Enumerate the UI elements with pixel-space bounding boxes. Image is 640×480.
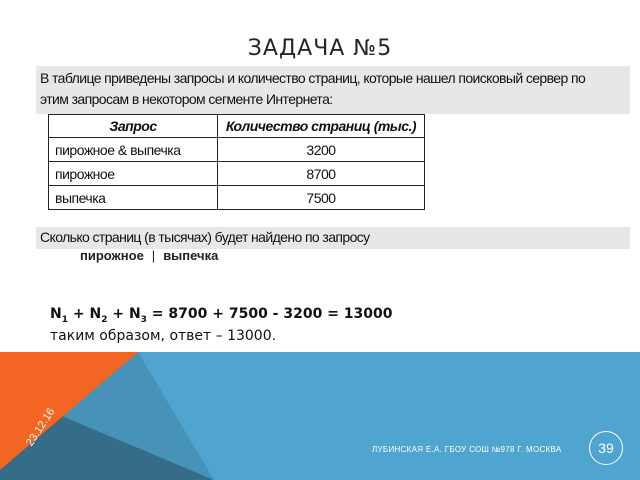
query-term-left: пирожное [80,248,144,263]
formula-var: N [50,306,62,322]
query-term-right: выпечка [163,248,219,263]
formula-sub: 3 [140,314,147,325]
page-number: 39 [589,431,623,465]
table-cell-query: выпечка [49,186,218,210]
formula-var: N [128,306,141,322]
formula-plus: + [72,306,85,322]
slide-title: ЗАДАЧА №5 [247,36,393,61]
table-row [49,138,425,162]
formula-result: = 8700 + 7500 - 3200 = 13000 [146,306,393,322]
intro-text [36,66,630,114]
table-cell-pages: 8700 [218,162,425,186]
table-row [49,162,425,186]
answer-text: таким образом, ответ – 13000. [50,328,277,344]
table-header-row [49,115,425,138]
footer-author: ЛУБИНСКАЯ Е.А. ГБОУ СОШ №978 Г. МОСКВА [372,445,562,454]
solution-formula [50,306,393,325]
intro-line-2: этим запросам в некотором сегменте Интернета: [40,91,333,107]
query-table [48,114,425,210]
table-cell-pages: 3200 [218,138,425,162]
formula-sub: 1 [61,314,68,325]
table-cell-query: пирожное [49,162,218,186]
footer-decoration [0,352,640,480]
intro-line-1: В таблице приведены запросы и количество страниц, которые нашел поисковый сервер по [40,70,586,86]
table-cell-query: пирожное & выпечка [49,138,218,162]
query-expression [80,248,218,263]
table-header-query: Запрос [49,115,218,138]
formula-var: N [89,306,102,322]
formula-sub: 2 [101,314,108,325]
question-text: Сколько страниц (в тысячах) будет найдено по запросу [36,227,630,249]
query-operator: | [151,248,156,263]
table-row [49,186,425,210]
formula-plus: + [112,306,125,322]
table-header-pages: Количество страниц (тыс.) [218,115,425,138]
slide-date: 23.12.16 [24,406,58,449]
table-cell-pages: 7500 [218,186,425,210]
